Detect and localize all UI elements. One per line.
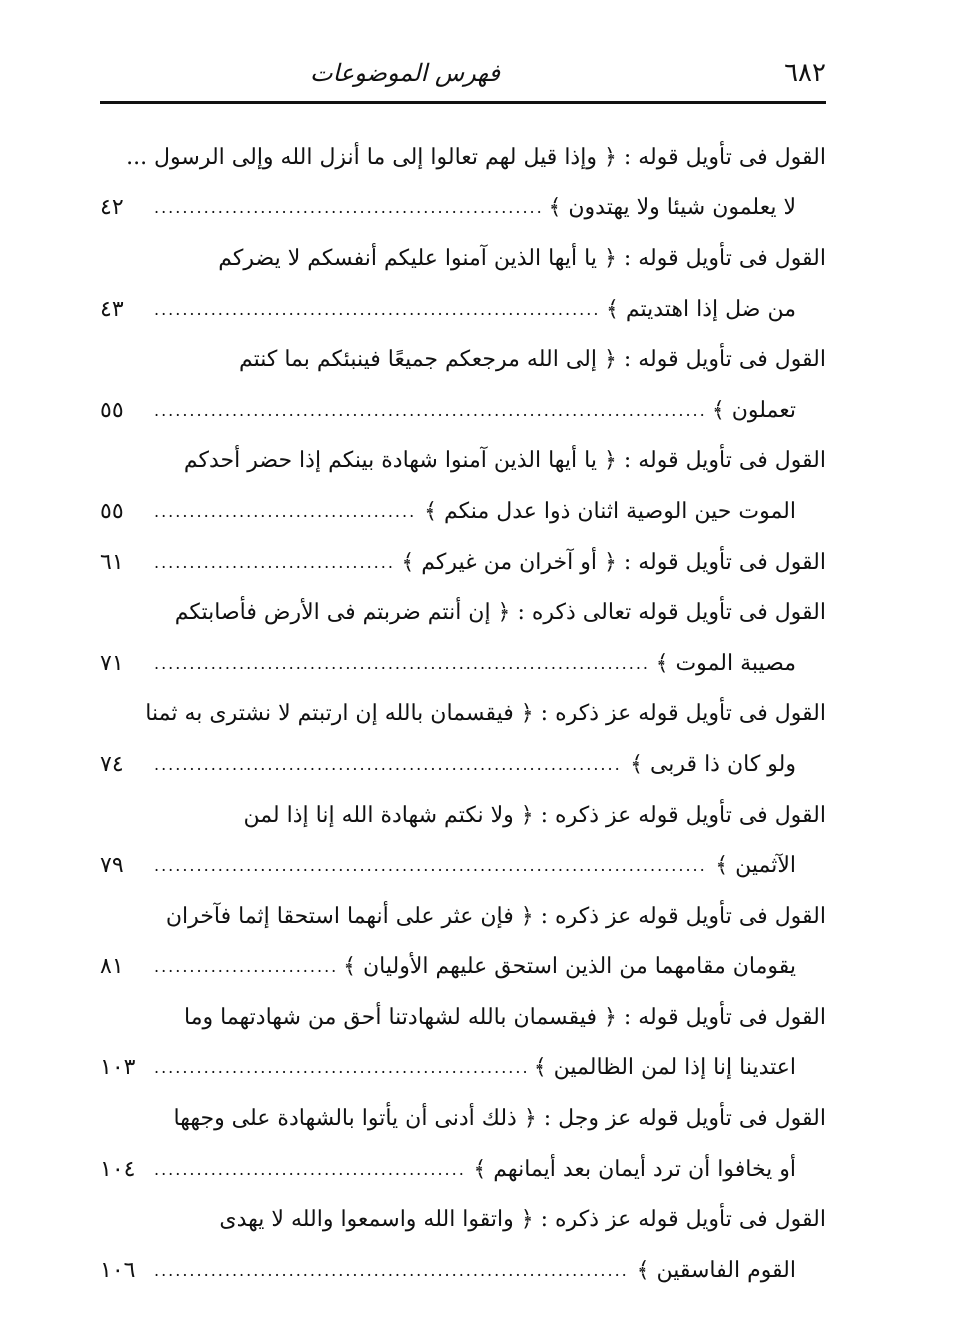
toc-entry-final-line — [100, 840, 826, 891]
dot-leader — [154, 401, 704, 420]
toc-page-number: ٧٩ — [100, 853, 124, 879]
page-number: ٦٨٢ — [784, 58, 826, 88]
toc-entry-final-line — [100, 942, 826, 993]
toc-entry-text: القول فى تأويل قوله عز ذكره : ﴿ فيقسمان بالله إن ارتبتم لا نشترى به ثمنا — [145, 701, 826, 727]
toc-entry-final-line — [100, 638, 826, 689]
toc-entry-line — [100, 587, 826, 638]
toc-entry-line — [100, 891, 826, 942]
toc-entry-final-line — [100, 385, 826, 436]
toc-entry-final-line — [100, 537, 826, 588]
toc-entry-text: القول فى تأويل قوله عز وجل : ﴿ ذلك أدنى أن يأتوا بالشهادة على وجهها — [173, 1106, 826, 1132]
dot-leader — [154, 502, 416, 521]
dot-leader — [154, 553, 393, 572]
toc-entry-line — [100, 233, 826, 284]
toc-entry-text: القول فى تأويل قوله : ﴿ يا أيها الذين آمنوا عليكم أنفسكم لا يضركم — [218, 245, 826, 271]
toc-entry-line — [100, 334, 826, 385]
toc-entry-text: يقومان مقامهما من الذين استحق عليهم الأوليان ﴾ — [343, 954, 796, 980]
toc-entry-line — [100, 1194, 826, 1245]
table-of-contents — [100, 132, 826, 1296]
toc-entry-text: القول فى تأويل قوله عز ذكره : ﴿ فإن عثر على أنهما استحقا إثما فآخران — [165, 903, 826, 929]
toc-entry-text: القول فى تأويل قوله : ﴿ إلى الله مرجعكم جميعًا فينبئكم بما كنتم — [238, 347, 826, 373]
toc-entry-text: اعتدينا إنا إذا لمن الظالمين ﴾ — [533, 1055, 796, 1081]
toc-entry-text: لا يعلمون شيئا ولا يهتدون ﴾ — [548, 195, 796, 221]
toc-entry-text: أو يخافوا أن ترد أيمان بعد أيمانهم ﴾ — [473, 1156, 796, 1182]
header-rule — [100, 101, 826, 104]
toc-page-number: ٥٥ — [100, 397, 124, 423]
toc-entry-text: مصيبة الموت ﴾ — [655, 650, 796, 676]
toc-entry-text: تعملون ﴾ — [711, 397, 796, 423]
toc-entry-text: من ضل إذا اهتديتم ﴾ — [605, 296, 796, 322]
toc-page-number: ٤٢ — [100, 195, 124, 221]
dot-leader — [154, 1058, 526, 1077]
toc-entry-text: القول فى تأويل قوله تعالى ذكره : ﴿ إن أنتم ضربتم فى الأرض فأصابتكم — [174, 600, 826, 626]
dot-leader — [154, 300, 598, 319]
dot-leader — [154, 1160, 465, 1179]
toc-entry-line — [100, 689, 826, 740]
toc-entry-text: الآثمين ﴾ — [715, 853, 796, 879]
dot-leader — [154, 1261, 629, 1280]
toc-page-number: ١٠٦ — [100, 1257, 136, 1283]
toc-entry-text: ولو كان ذا قربى ﴾ — [630, 751, 796, 777]
toc-page-number: ٥٥ — [100, 498, 124, 524]
toc-entry-line — [100, 436, 826, 487]
toc-page-number: ٧٤ — [100, 751, 124, 777]
toc-entry-final-line — [100, 1043, 826, 1094]
dot-leader — [154, 198, 541, 217]
toc-entry-text: القول فى تأويل قوله : ﴿ فيقسمان بالله لشهادتنا أحق من شهادتهما وما — [184, 1004, 826, 1030]
toc-entry-text: القول فى تأويل قوله عز ذكره : ﴿ واتقوا الله واسمعوا والله لا يهدى — [219, 1207, 826, 1233]
toc-entry-text: القول فى تأويل قوله : ﴿ أو آخران من غيركم ﴾ — [401, 549, 826, 575]
toc-entry-final-line — [100, 183, 826, 234]
toc-entry-text: القوم الفاسقين ﴾ — [636, 1257, 796, 1283]
toc-entry-text: القول فى تأويل قوله : ﴿ وإذا قيل لهم تعالوا إلى ما أنزل الله وإلى الرسول ... — [126, 144, 826, 170]
toc-page-number: ١٠٣ — [100, 1055, 136, 1081]
toc-entry-text: القول فى تأويل قوله : ﴿ يا أيها الذين آمنوا شهادة بينكم إذا حضر أحدكم — [183, 448, 826, 474]
toc-entry-line — [100, 1093, 826, 1144]
toc-page-number: ٧١ — [100, 650, 124, 676]
toc-entry-final-line — [100, 1245, 826, 1296]
toc-page-number: ٦١ — [100, 549, 124, 575]
running-title: فهرس الموضوعات — [310, 59, 500, 87]
toc-entry-line — [100, 132, 826, 183]
toc-page-number: ٤٣ — [100, 296, 124, 322]
dot-leader — [154, 957, 335, 976]
toc-entry-final-line — [100, 486, 826, 537]
toc-entry-final-line — [100, 739, 826, 790]
toc-entry-text: الموت حين الوصية اثنان ذوا عدل منكم ﴾ — [424, 498, 796, 524]
dot-leader — [154, 856, 707, 875]
dot-leader — [154, 654, 648, 673]
toc-entry-final-line — [100, 1144, 826, 1195]
dot-leader — [154, 755, 622, 774]
toc-page-number: ٨١ — [100, 954, 124, 980]
toc-entry-line — [100, 992, 826, 1043]
toc-entry-line — [100, 790, 826, 841]
toc-page-number: ١٠٤ — [100, 1156, 136, 1182]
page-header — [100, 50, 826, 96]
toc-entry-text: القول فى تأويل قوله عز ذكره : ﴿ ولا نكتم شهادة الله إنا إذا لمن — [243, 802, 826, 828]
toc-entry-final-line — [100, 284, 826, 335]
